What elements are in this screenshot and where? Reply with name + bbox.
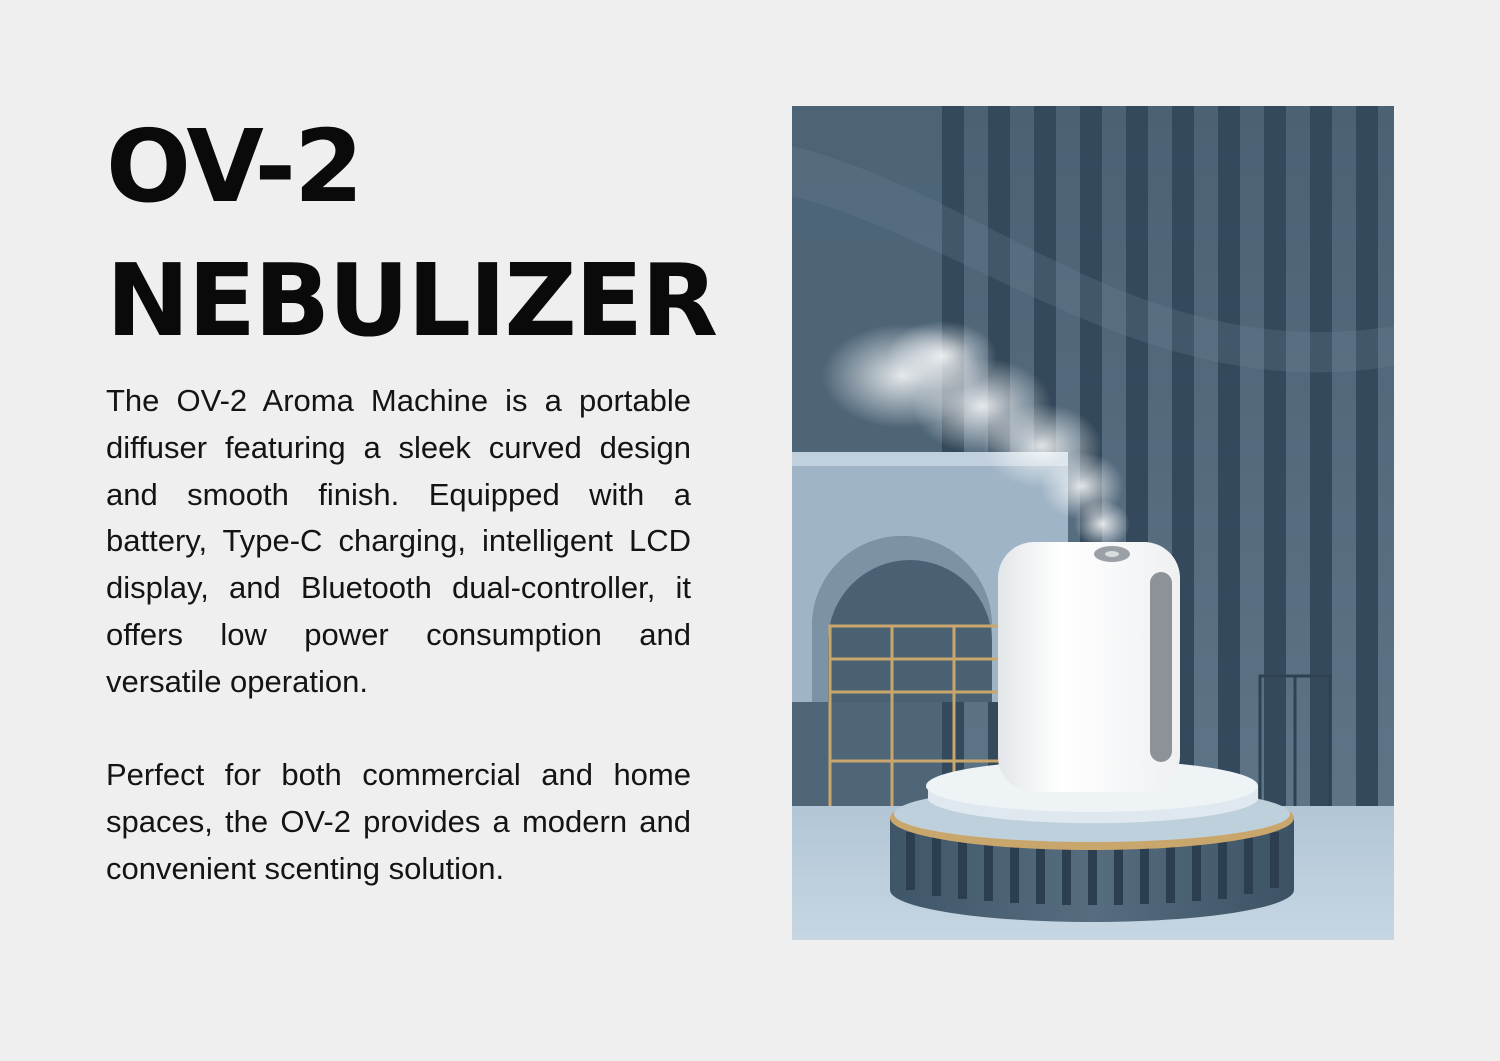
description-paragraph-features: The OV-2 Aroma Machine is a portable diffuser featuring a sleek curved design and smooth finish. Equipped with a battery, Type-C charging, intelligent LCD display, and Bluetooth dual-controller, it offers low power consumption and versatile operation. [106, 383, 691, 699]
description-paragraph-usage: Perfect for both commercial and home spaces, the OV-2 provides a modern and convenient scenting solution. [106, 757, 691, 886]
product-photo-illustration [792, 106, 1394, 940]
product-photo [792, 106, 1394, 940]
title-model: OV-2 [106, 108, 362, 225]
title-product-type: NEBULIZER [106, 242, 717, 359]
product-title [106, 100, 716, 368]
diffuser-device [998, 542, 1180, 792]
product-description [106, 378, 691, 893]
